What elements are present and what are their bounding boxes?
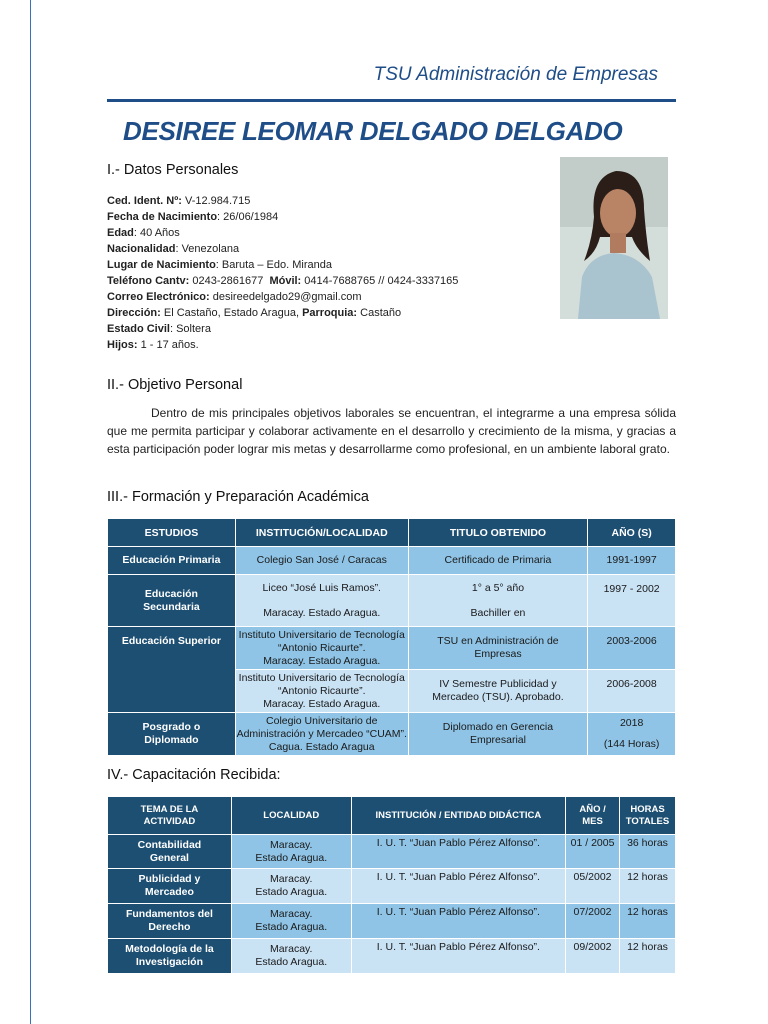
- training-location: [231, 869, 351, 904]
- training-institution: I. U. T. “Juan Pablo Pérez Alfonso”.: [351, 869, 565, 904]
- location-line: Maracay.: [270, 908, 313, 920]
- section-title: Objetivo Persona: [127, 377, 240, 393]
- education-institution: [235, 670, 408, 713]
- column-header: AÑO (S): [588, 519, 676, 547]
- education-level: Posgrado o Diplomado: [108, 713, 236, 756]
- training-date: 07/2002: [566, 904, 620, 939]
- education-title: IV Semestre Publicidad y Mercadeo (TSU). Aprobado.: [408, 670, 588, 713]
- institution-line: Cagua. Estado Aragua: [268, 740, 375, 753]
- institution-line: Instituto Universitario de Tecnología: [238, 671, 405, 684]
- candidate-name: DESIREE LEOMAR DELGADO DELGADO: [123, 116, 623, 146]
- section-title: Capacitación Recibida:: [132, 767, 281, 783]
- training-location: [231, 904, 351, 939]
- email-label: Correo Electrónico:: [107, 291, 210, 303]
- education-institution: [235, 575, 408, 627]
- table-row: [108, 575, 676, 627]
- section-objective-heading: [107, 377, 242, 393]
- location-line: Maracay.: [270, 873, 313, 885]
- training-location: [231, 835, 351, 869]
- section-number: IV.-: [107, 767, 133, 783]
- education-institution: [235, 713, 408, 756]
- training-hours: 12 horas: [620, 939, 676, 974]
- column-header: ESTUDIOS: [108, 519, 236, 547]
- nationality-line: [107, 241, 458, 257]
- profile-photo: [560, 157, 668, 319]
- email-line: [107, 289, 458, 305]
- nationality-value: : Venezolana: [175, 243, 240, 255]
- table-row: [108, 713, 676, 756]
- table-row: [108, 835, 676, 869]
- institution-line: Liceo “José Luis Ramos”.: [262, 581, 381, 594]
- age-label: Edad: [107, 227, 134, 239]
- id-value: V-12.984.715: [181, 195, 251, 207]
- parish-value: Castaño: [357, 307, 402, 319]
- education-years: 1991-1997: [588, 547, 676, 575]
- mobile-value: 0414-7688765 // 0424-3337165: [301, 275, 459, 287]
- institution-line: Maracay. Estado Aragua.: [263, 654, 381, 667]
- profile-photo-illustration: [560, 157, 668, 319]
- address-value: El Castaño, Estado Aragua,: [160, 307, 303, 319]
- objective-paragraph: [107, 404, 676, 458]
- children-line: [107, 337, 458, 353]
- training-institution: I. U. T. “Juan Pablo Pérez Alfonso”.: [351, 904, 565, 939]
- table-row: [108, 869, 676, 904]
- institution-line: Maracay. Estado Aragua.: [263, 606, 381, 619]
- training-topic: Publicidad y Mercadeo: [108, 869, 232, 904]
- birthplace-value: : Baruta – Edo. Miranda: [215, 259, 332, 271]
- title-line: 1° a 5° año: [471, 581, 525, 594]
- institution-line: “Antonio Ricaurte”.: [277, 641, 366, 654]
- column-header: LOCALIDAD: [231, 797, 351, 835]
- training-topic: Metodología de la Investigación: [108, 939, 232, 974]
- institution-line: “Antonio Ricaurte”.: [277, 684, 366, 697]
- personal-info: [107, 193, 458, 353]
- hours-line: (144 Horas): [603, 738, 660, 750]
- section-title: Formación y Preparación Académica: [131, 489, 369, 505]
- training-header-row: [108, 797, 676, 835]
- children-value: 1 - 17 años.: [137, 339, 199, 351]
- education-title: Diplomado en Gerencia Empresarial: [408, 713, 588, 756]
- education-level: Educación Primaria: [108, 547, 236, 575]
- section-personal-heading: [107, 162, 238, 178]
- education-title: Certificado de Primaria: [408, 547, 588, 575]
- education-years: [588, 713, 676, 756]
- table-row: [108, 627, 676, 670]
- phone-label: Teléfono Cantv:: [107, 275, 190, 287]
- section-training-heading: [107, 767, 281, 783]
- section-number: I.-: [107, 162, 124, 178]
- children-label: Hijos:: [107, 339, 138, 351]
- phone-value: 0243-2861677: [189, 275, 270, 287]
- section-title-tail: l: [239, 377, 243, 393]
- institution-line: Administración y Mercadeo “CUAM”.: [236, 727, 407, 740]
- education-institution: Colegio San José / Caracas: [235, 547, 408, 575]
- table-row: [108, 547, 676, 575]
- column-header: INSTITUCIÓN / ENTIDAD DIDÁCTICA: [351, 797, 565, 835]
- birthdate-value: : 26/06/1984: [217, 211, 279, 223]
- age-value: : 40 Años: [133, 227, 180, 239]
- civil-status-value: : Soltera: [169, 323, 211, 335]
- objective-text: Dentro de mis principales objetivos laborales se encuentran, el integrarme a una empresa sólida que me permita participar y colaborar activamente en el desarrollo y crecimiento de la misma, y gracias a esta participación poder lograr mis metas y desarrollarme como profesional, en un ambiente laboral grato.: [107, 406, 676, 456]
- birthplace-label: Lugar de Nacimiento: [107, 259, 216, 271]
- training-table: [107, 796, 676, 974]
- age-line: [107, 225, 458, 241]
- training-hours: 12 horas: [620, 869, 676, 904]
- location-line: Estado Aragua.: [255, 886, 328, 898]
- section-education-heading: [107, 489, 369, 505]
- education-title: [408, 575, 588, 627]
- institution-line: Instituto Universitario de Tecnología: [238, 628, 405, 641]
- id-line: [107, 193, 458, 209]
- education-years: 2006-2008: [588, 670, 676, 713]
- birthdate-label: Fecha de Nacimiento: [107, 211, 218, 223]
- education-table: [107, 518, 676, 756]
- birthplace-line: [107, 257, 458, 273]
- column-header: HORAS TOTALES: [620, 797, 676, 835]
- table-row: [108, 939, 676, 974]
- education-header-row: [108, 519, 676, 547]
- phone-line: [107, 273, 458, 289]
- mobile-label: Móvil:: [269, 275, 302, 287]
- institution-line: Colegio Universitario de: [266, 714, 378, 727]
- column-header: INSTITUCIÓN/LOCALIDAD: [235, 519, 408, 547]
- birthdate-line: [107, 209, 458, 225]
- header-divider: [107, 99, 676, 102]
- education-level: Educación Secundaria: [108, 575, 236, 627]
- location-line: Estado Aragua.: [255, 921, 328, 933]
- location-line: Estado Aragua.: [255, 956, 328, 968]
- page-margin-line: [30, 0, 31, 1024]
- section-number: III.-: [107, 489, 132, 505]
- civil-status-line: [107, 321, 458, 337]
- table-row: [108, 904, 676, 939]
- training-hours: 12 horas: [620, 904, 676, 939]
- section-title: Datos Personales: [123, 162, 239, 178]
- location-line: Estado Aragua.: [255, 851, 328, 864]
- column-header: AÑO / MES: [566, 797, 620, 835]
- column-header: TITULO OBTENIDO: [408, 519, 588, 547]
- location-line: Maracay.: [270, 943, 313, 955]
- civil-status-label: Estado Civil: [107, 323, 170, 335]
- education-institution: [235, 627, 408, 670]
- education-level: Educación Superior: [108, 627, 236, 713]
- address-label: Dirección:: [107, 307, 161, 319]
- training-hours: 36 horas: [620, 835, 676, 869]
- id-label: Ced. Ident. Nº:: [107, 195, 182, 207]
- column-header: TEMA DE LA ACTIVIDAD: [108, 797, 232, 835]
- training-date: 01 / 2005: [566, 835, 620, 869]
- year-line: 2018: [619, 717, 644, 729]
- education-years: 2003-2006: [588, 627, 676, 670]
- training-date: 09/2002: [566, 939, 620, 974]
- nationality-label: Nacionalidad: [107, 243, 176, 255]
- section-number: II.-: [107, 377, 128, 393]
- training-location: [231, 939, 351, 974]
- training-topic: Contabilidad General: [108, 835, 232, 869]
- training-institution: I. U. T. “Juan Pablo Pérez Alfonso”.: [351, 835, 565, 869]
- training-date: 05/2002: [566, 869, 620, 904]
- education-title: TSU en Administración de Empresas: [408, 627, 588, 670]
- title-line: Bachiller en: [470, 606, 526, 619]
- address-line: [107, 305, 458, 321]
- training-topic: Fundamentos del Derecho: [108, 904, 232, 939]
- education-years: 1997 - 2002: [588, 575, 676, 627]
- email-value: desireedelgado29@gmail.com: [209, 291, 362, 303]
- training-institution: I. U. T. “Juan Pablo Pérez Alfonso”.: [351, 939, 565, 974]
- location-line: Maracay.: [270, 838, 313, 851]
- parish-label: Parroquia:: [302, 307, 358, 319]
- institution-line: Maracay. Estado Aragua.: [263, 697, 381, 710]
- career-subtitle: TSU Administración de Empresas: [373, 64, 658, 85]
